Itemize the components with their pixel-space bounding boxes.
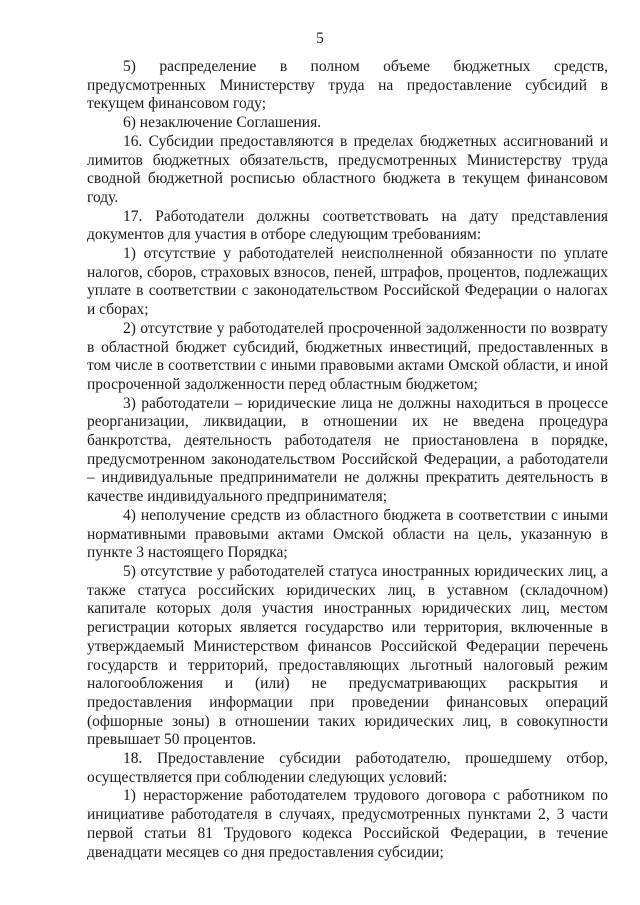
paragraph-requirement-1: 1) отсутствие у работодателей неисполненной обязанности по уплате налогов, сборов, страховых взносов, пеней, штрафов, процентов, подлежащих уплате в соответствии с законодательством Российской Федерации о налогах и сборах; xyxy=(87,245,608,319)
document-body xyxy=(87,58,608,862)
paragraph-clause-17: 17. Работодатели должны соответствовать на дату представления документов для участия в отборе следующим требованиям: xyxy=(87,207,608,244)
paragraph-clause-16: 16. Субсидии предоставляются в пределах бюджетных ассигнований и лимитов бюджетных обязательств, предусмотренных Министерству труда сводной бюджетной росписью областного бюджета в текущем финансовом году. xyxy=(87,132,608,206)
paragraph-requirement-3: 3) работодатели – юридические лица не должны находиться в процессе реорганизации, ликвидации, в отношении их не введена процедура банкротства, деятельность работодателя не приостановлена в порядке, предусмотренном законодательством Российской Федерации, а работодатели – индивидуальные предприниматели не должны прекратить деятельность в качестве индивидуального предпринимателя; xyxy=(87,394,608,506)
paragraph-requirement-2: 2) отсутствие у работодателей просроченной задолженности по возврату в областной бюджет субсидий, бюджетных инвестиций, предоставленных в том числе в соответствии с иными правовыми актами Омской области, и иной просроченной задолженности перед областным бюджетом; xyxy=(87,319,608,393)
paragraph-item-6-agreement: 6) незаключение Соглашения. xyxy=(123,114,322,132)
paragraph-requirement-5: 5) отсутствие у работодателей статуса иностранных юридических лиц, а также статуса российских юридических лиц, в уставном (складочном) капитале которых доля участия иностранных юридических лиц, местом регистрации которых является государство или территория, включенные в утверждаемый Министерством финансов Российской Федерации перечень государств и территорий, предоставляющих льготный налоговый режим налогообложения и (или) не предусматривающих раскрытия и предоставления информации при проведении финансовых операций (офшорные зоны) в отношении таких юридических лиц, в совокупности превышает 50 процентов. xyxy=(87,562,608,749)
paragraph-requirement-4: 4) неполучение средств из областного бюджета в соответствии с иными нормативными правовыми актами Омской области на цель, указанную в пункте 3 настоящего Порядка; xyxy=(87,506,608,562)
paragraph-condition-1: 1) нерасторжение работодателем трудового договора с работником по инициативе работодателя в случаях, предусмотренных пунктами 2, 3 части первой статьи 81 Трудового кодекса Российской Федерации, в течение двенадцати месяцев со дня предоставления субсидии; xyxy=(87,787,608,861)
paragraph-item-5-distribution: 5) распределение в полном объеме бюджетных средств, предусмотренных Министерству труда на предоставление субсидий в текущем финансовом году; xyxy=(87,58,608,113)
page-number: 5 xyxy=(316,30,324,47)
paragraph-clause-18: 18. Предоставление субсидии работодателю, прошедшему отбор, осуществляется при соблюдении следующих условий: xyxy=(87,750,608,786)
